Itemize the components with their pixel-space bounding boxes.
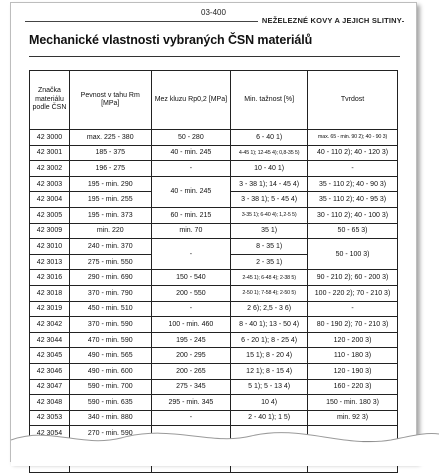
cell-material-id: 42 3002 — [30, 161, 70, 177]
cell-tensile: 340 - min. 880 — [69, 410, 151, 426]
table-row — [30, 130, 398, 146]
cell-tensile: 370 - min. 790 — [69, 285, 151, 301]
cell-tensile: 450 - min. 510 — [69, 301, 151, 317]
cell-tensile: 195 - min. 290 — [69, 176, 151, 192]
cell-yield: - — [151, 410, 231, 426]
cell-elongation: 6 - 40 1) — [231, 130, 308, 146]
cell-material-id: 42 3016 — [30, 270, 70, 286]
cell-elongation: 12 1); 8 - 15 4) — [231, 363, 308, 379]
cell-elongation: 8 - 35 1) — [231, 239, 308, 255]
cell-tensile: min. 220 — [69, 223, 151, 239]
title-rule — [29, 56, 400, 57]
properties-table — [29, 70, 398, 473]
cell-yield: - — [151, 161, 231, 177]
cell-tensile: 370 - min. 590 — [69, 317, 151, 333]
cell-yield: - — [151, 239, 231, 270]
cell-tensile: 490 - min. 565 — [69, 348, 151, 364]
cell-hardness: 150 - min. 180 3) — [308, 395, 398, 411]
header-elongation: Min. tažnost [%] — [231, 71, 308, 130]
cell-elongation: 2 6); 2,5 - 3 6) — [231, 301, 308, 317]
cell-yield: 50 - 280 — [151, 130, 231, 146]
cell-material-id: 42 3009 — [30, 223, 70, 239]
cell-material-id: 42 3046 — [30, 363, 70, 379]
cell-yield: 295 - min. 345 — [151, 395, 231, 411]
cell-tensile: 195 - min. 373 — [69, 207, 151, 223]
cell-hardness: 35 - 110 2); 40 - 90 3) — [308, 176, 398, 192]
table-row — [30, 395, 398, 411]
table-row — [30, 317, 398, 333]
cell-hardness: - — [308, 301, 398, 317]
cell-yield: 200 - 550 — [151, 285, 231, 301]
cell-hardness: 120 - 190 3) — [308, 363, 398, 379]
table-row — [30, 207, 398, 223]
cell-elongation: 3 - 38 1); 14 - 45 4) — [231, 176, 308, 192]
cell-tensile: 290 - min. 690 — [69, 270, 151, 286]
cell-tensile: 185 - 375 — [69, 145, 151, 161]
cell-tensile: 470 - min. 590 — [69, 332, 151, 348]
cell-material-id: 42 3001 — [30, 145, 70, 161]
cell-yield: - — [151, 301, 231, 317]
cell-hardness: 35 - 110 2); 40 - 95 3) — [308, 192, 398, 208]
document-page — [10, 2, 417, 462]
table-row — [30, 270, 398, 286]
cell-material-id: 42 3045 — [30, 348, 70, 364]
cell-material-id: 42 3013 — [30, 254, 70, 270]
cell-tensile: 195 - min. 255 — [69, 192, 151, 208]
cell-hardness: 120 - 200 3) — [308, 332, 398, 348]
header-material: Značka materiálu podle ČSN — [30, 71, 70, 130]
cell-elongation: 2 - 40 1); 1 5) — [231, 410, 308, 426]
cell-yield: min. 70 — [151, 223, 231, 239]
table-row — [30, 379, 398, 395]
table-row — [30, 145, 398, 161]
cell-tensile: 196 - 275 — [69, 161, 151, 177]
header-hardness: Tvrdost — [308, 71, 398, 130]
cell-yield: 40 - min. 245 — [151, 145, 231, 161]
cell-material-id: 42 3044 — [30, 332, 70, 348]
cell-material-id: 42 3048 — [30, 395, 70, 411]
cell-yield: 200 - 265 — [151, 363, 231, 379]
table-header-row — [30, 71, 398, 130]
table-row — [30, 348, 398, 364]
cell-hardness: - — [308, 161, 398, 177]
table-row — [30, 285, 398, 301]
cell-material-id: 42 3003 — [30, 176, 70, 192]
cell-elongation: 2-50 1); 7-58 4); 2-50 5) — [231, 285, 308, 301]
cell-material-id: 42 3010 — [30, 239, 70, 255]
page-title: Mechanické vlastnosti vybraných ČSN materiálů — [29, 33, 313, 47]
cell-hardness: 50 - 65 3) — [308, 223, 398, 239]
cell-hardness: min. 92 3) — [308, 410, 398, 426]
page-number: 03-400 — [201, 8, 226, 17]
cell-elongation: 4-45 1); 12-45 4); 0,8-35 5) — [231, 145, 308, 161]
cell-yield: 200 - 295 — [151, 348, 231, 364]
cell-material-id: 42 3053 — [30, 410, 70, 426]
cell-material-id: 42 3000 — [30, 130, 70, 146]
cell-elongation: 10 4) — [231, 395, 308, 411]
cell-yield: 150 - 540 — [151, 270, 231, 286]
table-row — [30, 363, 398, 379]
table-row — [30, 332, 398, 348]
cell-hardness: 110 - 180 3) — [308, 348, 398, 364]
cell-elongation: 35 1) — [231, 223, 308, 239]
cell-tensile: 275 - min. 550 — [69, 254, 151, 270]
cell-hardness: max. 65 - min. 90 2); 40 - 90 3) — [308, 130, 398, 146]
cell-yield: 195 - 245 — [151, 332, 231, 348]
cell-elongation: 6 - 20 1); 8 - 25 4) — [231, 332, 308, 348]
table-row — [30, 161, 398, 177]
cell-hardness: 80 - 190 2); 70 - 210 3) — [308, 317, 398, 333]
cell-yield: 60 - min. 215 — [151, 207, 231, 223]
section-heading: NEŽELEZNÉ KOVY A JEJICH SLITINY — [258, 16, 402, 25]
cell-hardness: 30 - 110 2); 40 - 100 3) — [308, 207, 398, 223]
table-row — [30, 301, 398, 317]
cell-hardness: 100 - 220 2); 70 - 210 3) — [308, 285, 398, 301]
cell-material-id: 42 3004 — [30, 192, 70, 208]
cell-hardness: 90 - 210 2); 60 - 200 3) — [308, 270, 398, 286]
cell-tensile: 240 - min. 370 — [69, 239, 151, 255]
cell-elongation: 15 1); 8 - 20 4) — [231, 348, 308, 364]
cell-material-id: 42 3047 — [30, 379, 70, 395]
cell-elongation: 5 1); 5 - 13 4) — [231, 379, 308, 395]
cell-hardness: 160 - 220 3) — [308, 379, 398, 395]
cell-yield: 100 - min. 460 — [151, 317, 231, 333]
cell-tensile: 590 - min. 635 — [69, 395, 151, 411]
cell-elongation: 10 - 40 1) — [231, 161, 308, 177]
cell-elongation: 3 - 38 1); 5 - 45 4) — [231, 192, 308, 208]
cell-yield: 275 - 345 — [151, 379, 231, 395]
cell-hardness: 50 - 100 3) — [308, 239, 398, 270]
cell-elongation: 2 - 35 1) — [231, 254, 308, 270]
table-row — [30, 176, 398, 192]
cell-elongation: 8 - 40 1); 13 - 50 4) — [231, 317, 308, 333]
cell-yield: 40 - min. 245 — [151, 176, 231, 207]
cell-material-id: 42 3054 — [30, 426, 70, 442]
cell-tensile: 590 - min. 700 — [69, 379, 151, 395]
cell-elongation: 2-45 1); 6-48 4); 2-38 5) — [231, 270, 308, 286]
table-row — [30, 223, 398, 239]
table-row — [30, 239, 398, 255]
cell-material-id: 42 3042 — [30, 317, 70, 333]
torn-edge — [11, 418, 439, 466]
header-yield-strength: Mez kluzu Rp0,2 [MPa] — [151, 71, 231, 130]
header-tensile-strength: Pevnost v tahu Rm [MPa] — [69, 71, 151, 130]
cell-material-id: 42 3005 — [30, 207, 70, 223]
cell-tensile: 270 - min. 590 — [69, 426, 151, 442]
cell-elongation: 3-35 1); 6-40 4); 1,2-5 5) — [231, 207, 308, 223]
cell-tensile: max. 225 - 380 — [69, 130, 151, 146]
cell-material-id: 42 3019 — [30, 301, 70, 317]
cell-material-id: 42 3018 — [30, 285, 70, 301]
cell-hardness: 40 - 110 2); 40 - 120 3) — [308, 145, 398, 161]
cell-tensile: 490 - min. 600 — [69, 363, 151, 379]
